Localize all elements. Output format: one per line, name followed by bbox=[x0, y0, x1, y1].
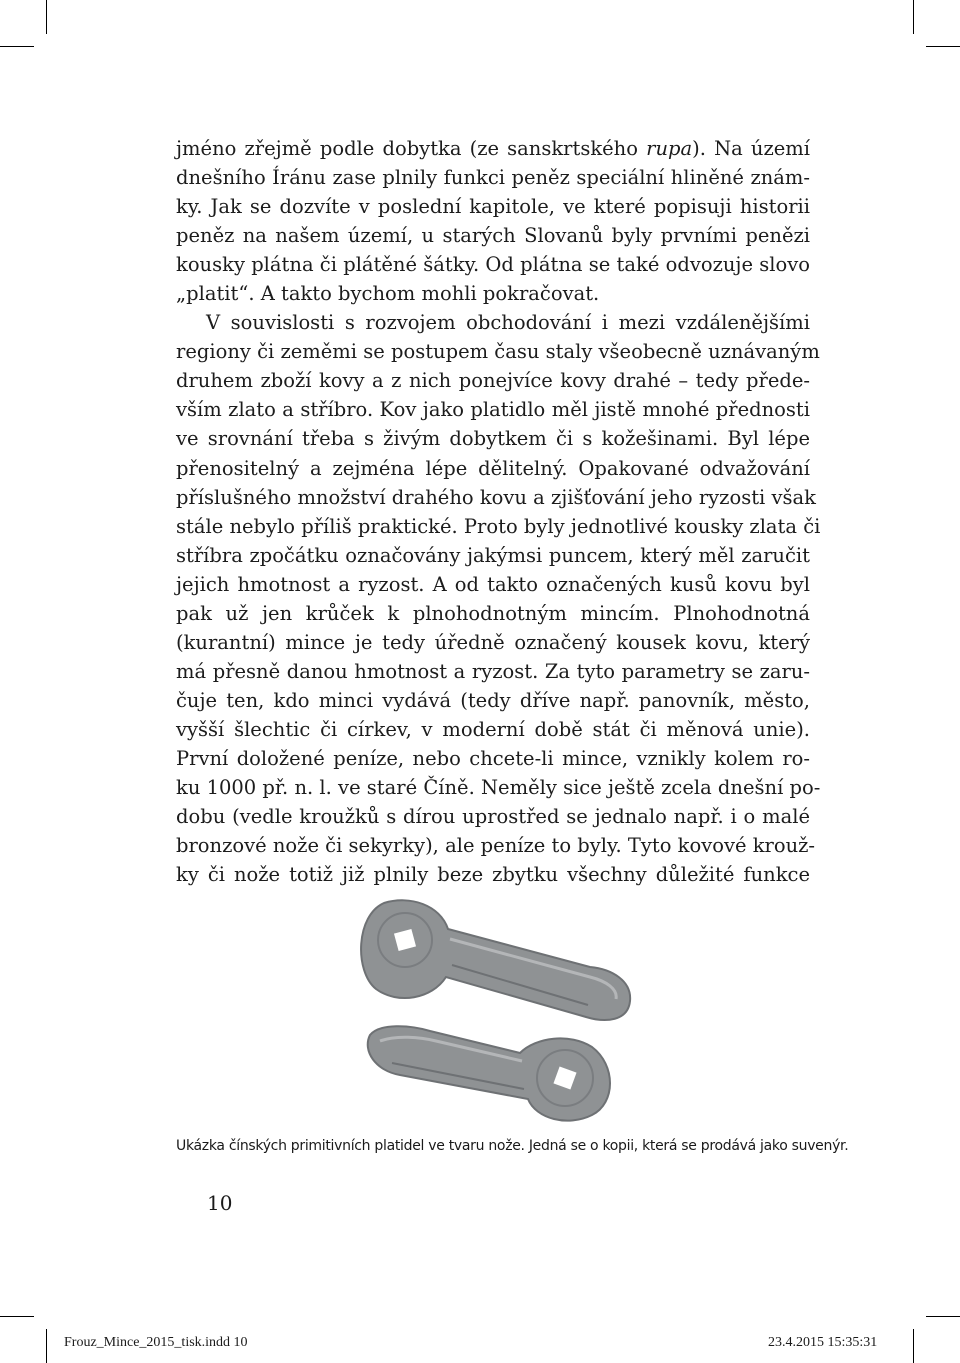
body-text bbox=[176, 134, 821, 889]
crop-mark-top-right bbox=[913, 0, 914, 34]
text-line: jméno zřejmě podle dobytka (ze sanskrtského rupa). Na území bbox=[176, 137, 810, 160]
text-line: ku 1000 př. n. l. ve staré Číně. Neměly sice ještě zcela dnešní po- bbox=[176, 776, 821, 800]
crop-mark-left-bottom bbox=[0, 1316, 34, 1317]
text-line: vším zlato a stříbro. Kov jako platidlo měl jistě mnohé přednosti bbox=[176, 398, 810, 422]
text-line: pak už jen krůček k plnohodnotným mincím. Plnohodnotná bbox=[176, 601, 810, 625]
knife-coin-upper bbox=[361, 900, 630, 1020]
text-line: přenositelný a zejména lépe dělitelný. Opakované odvažování bbox=[176, 456, 810, 480]
text-line: (kurantní) mince je tedy úředně označený kousek kovu, který bbox=[176, 630, 810, 654]
text-line: peněz na našem území, u starých Slovanů byly prvními penězi bbox=[176, 224, 810, 248]
text-line: dobu (vedle kroužků s dírou uprostřed se jednalo např. i o malé bbox=[176, 805, 810, 829]
text-line: „platit“. A takto bychom mohli pokračovat. bbox=[176, 282, 600, 306]
slug-filename: Frouz_Mince_2015_tisk.indd 10 bbox=[64, 1335, 248, 1350]
crop-mark-right-top bbox=[926, 46, 960, 47]
text-line: kousky plátna či plátěné šátky. Od plátna se také odvozuje slovo bbox=[176, 253, 810, 277]
text-line: příslušného množství drahého kovu a zjišťování jeho ryzosti však bbox=[176, 485, 816, 509]
text-line: jejich hmotnost a ryzost. A od takto označených kusů kovu byl bbox=[176, 572, 810, 596]
crop-mark-right-bottom bbox=[926, 1316, 960, 1317]
italic-term: rupa bbox=[646, 137, 693, 160]
crop-mark-bottom-right bbox=[913, 1329, 914, 1363]
knife-money-photo bbox=[340, 895, 660, 1125]
slug-datetime: 23.4.2015 15:35:31 bbox=[768, 1335, 878, 1350]
text-line: V souvislosti s rozvojem obchodování i mezi vzdálenějšími bbox=[206, 311, 810, 335]
figure-caption: Ukázka čínských primitivních platidel ve tvaru nože. Jedná se o kopii, která se prodává jako suvenýr. bbox=[176, 1138, 849, 1154]
text-line: čuje ten, kdo minci vydává (tedy dříve např. panovník, město, bbox=[176, 688, 810, 712]
crop-mark-top-left bbox=[46, 0, 47, 34]
text-line: má přesně danou hmotnost a ryzost. Za tyto parametry se zaru- bbox=[176, 659, 810, 683]
text-line: ky. Jak se dozvíte v poslední kapitole, ve které popisuji historii bbox=[176, 195, 810, 219]
crop-mark-bottom-left bbox=[46, 1329, 47, 1363]
text-line: bronzové nože či sekyrky), ale peníze to byly. Tyto kovové krouž- bbox=[176, 834, 816, 858]
text-line: stříbra zpočátku označovány jakýmsi puncem, který měl zaručit bbox=[176, 543, 810, 567]
page-number: 10 bbox=[207, 1191, 233, 1215]
text-line: První doložené peníze, nebo chcete-li mince, vznikly kolem ro- bbox=[176, 746, 810, 770]
knife-coin-lower bbox=[368, 1026, 610, 1120]
text-line: ve srovnání třeba s živým dobytkem či s kožešinami. Byl lépe bbox=[176, 427, 810, 451]
text-line: dnešního Íránu zase plnily funkci peněz speciální hliněné znám- bbox=[176, 166, 810, 190]
text-line: vyšší šlechtic či církev, v moderní době stát či měnová unie). bbox=[176, 717, 810, 741]
text-line: druhem zboží kovy a z nich ponejvíce kovy drahé – tedy přede- bbox=[176, 369, 810, 393]
text-line: stále nebylo příliš praktické. Proto byly jednotlivé kousky zlata či bbox=[176, 514, 821, 538]
text-line: regiony či zeměmi se postupem času staly všeobecně uznávaným bbox=[176, 340, 820, 364]
text-line: ky či nože totiž již plnily beze zbytku všechny důležité funkce bbox=[176, 863, 810, 887]
crop-mark-left-top bbox=[0, 46, 34, 47]
